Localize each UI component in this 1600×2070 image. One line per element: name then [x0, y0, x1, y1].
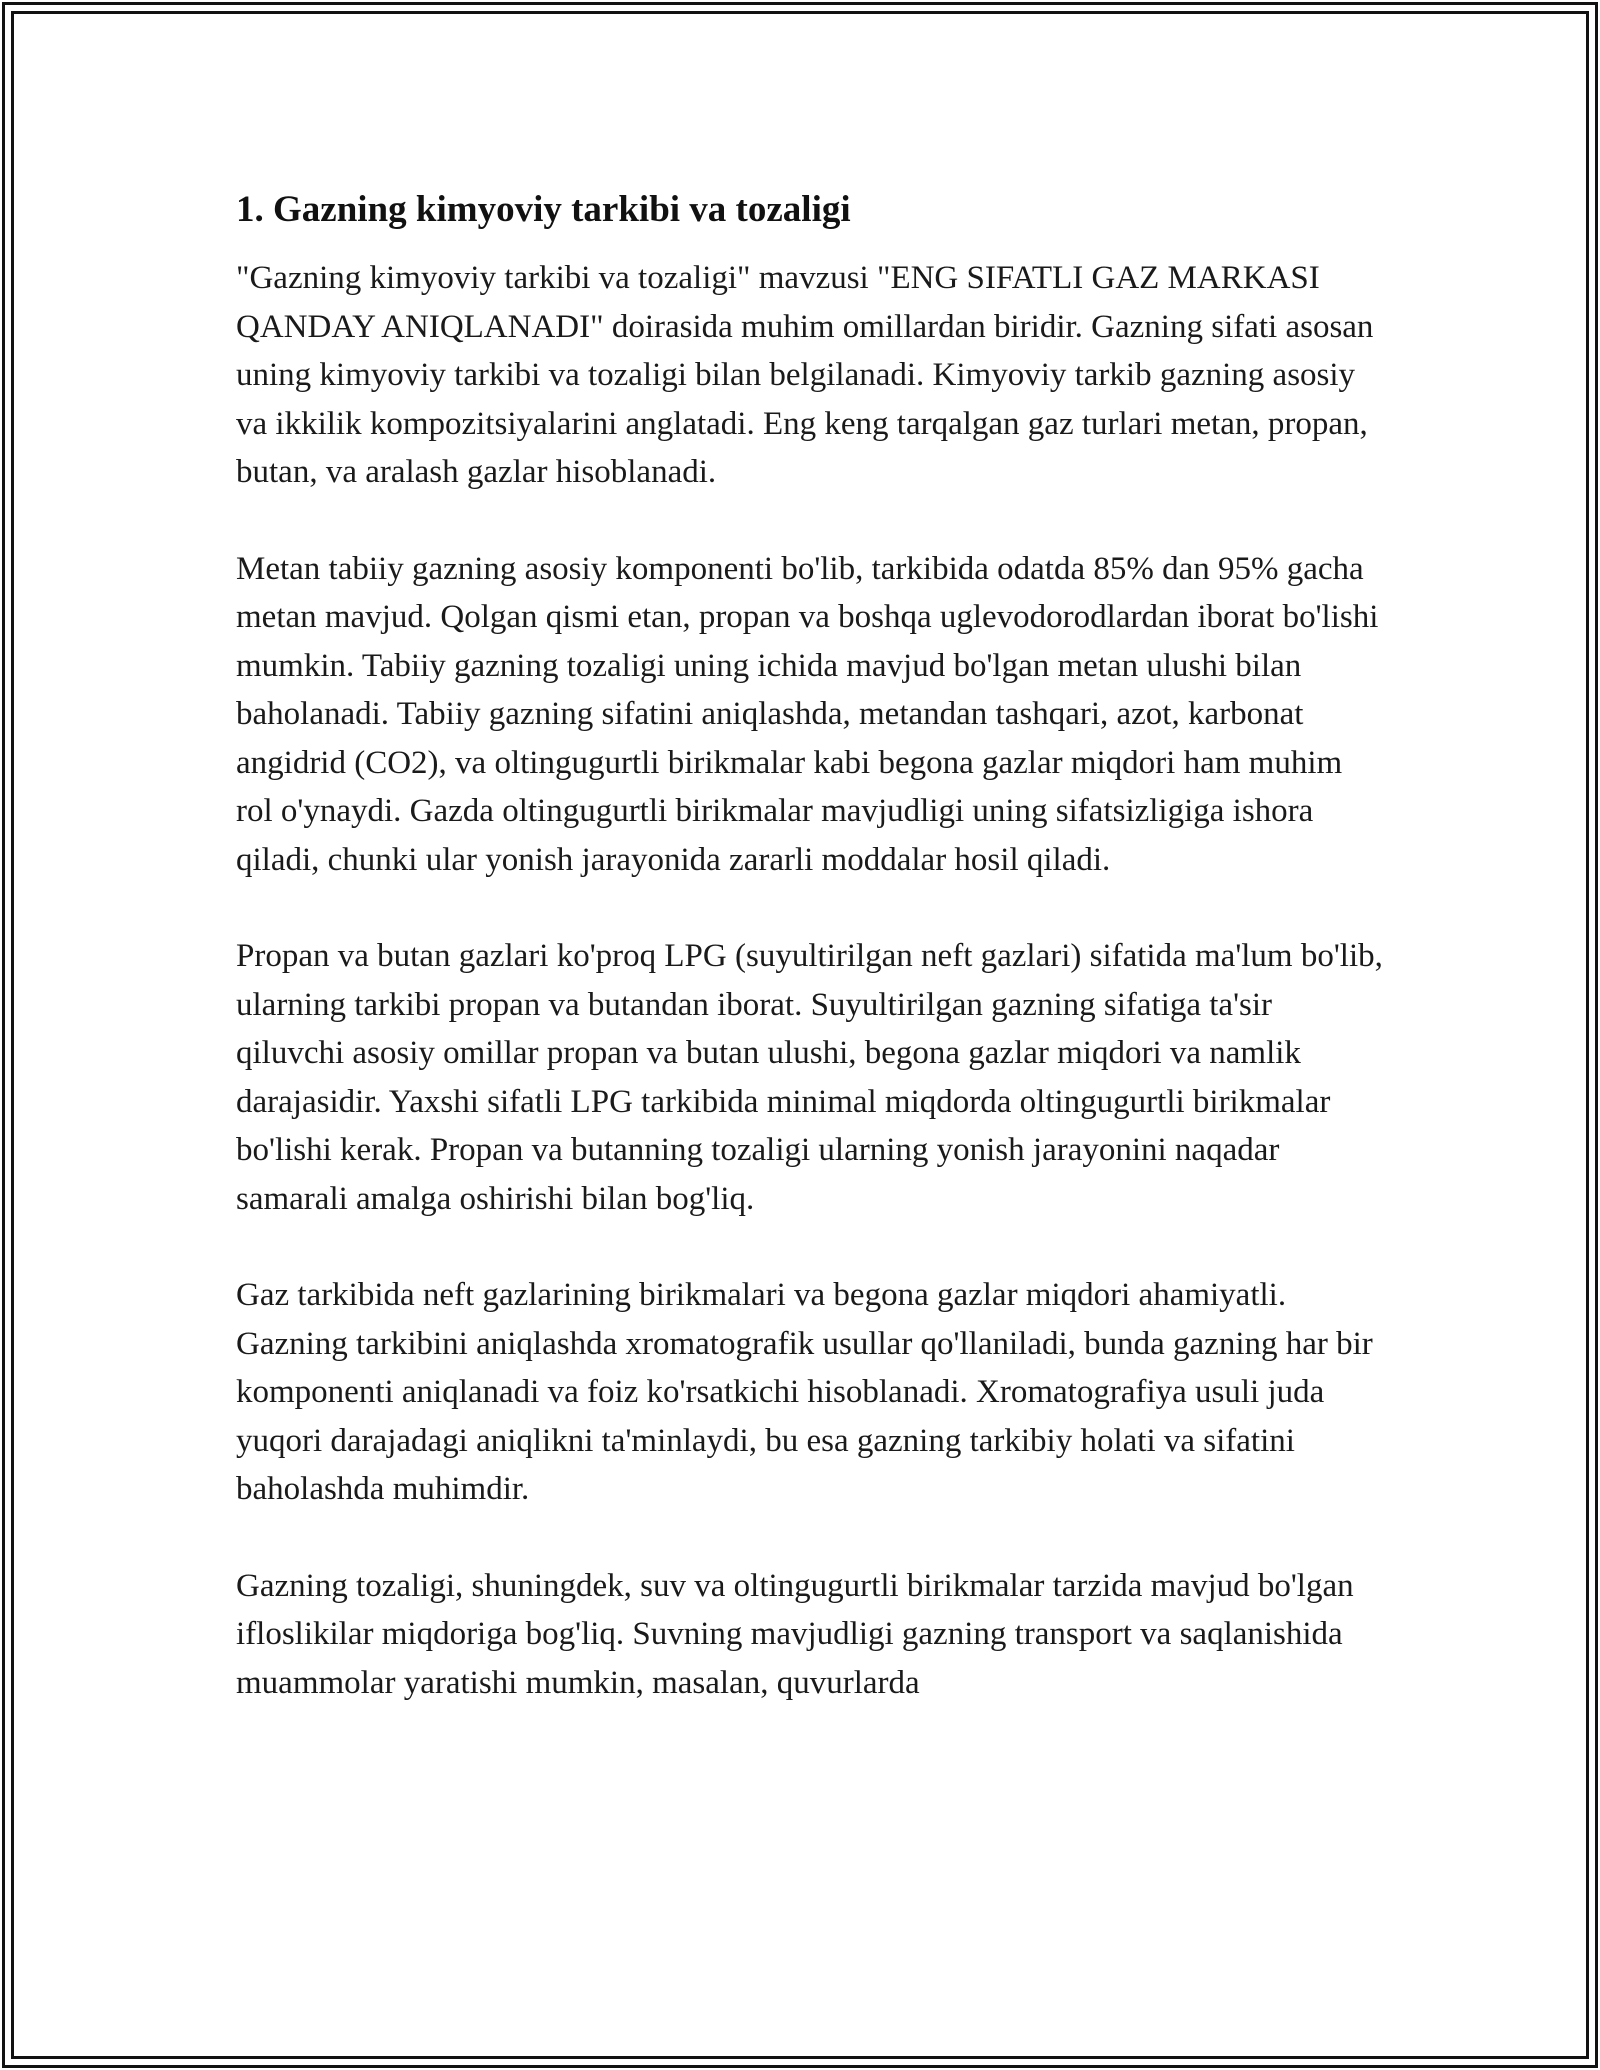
- paragraph-purity: Gazning tozaligi, shuningdek, suv va oltingugurtli birikmalar tarzida mavjud bo'lgan ifloslikilar miqdoriga bog'liq. Suvning mavjudligi gazning transport va saqlanishida muammolar yaratishi mumkin, masalan, quvurlarda: [236, 1567, 1354, 1701]
- paragraph-methane: Metan tabiiy gazning asosiy komponenti bo'lib, tarkibida odatda 85% dan 95% gacha metan mavjud. Qolgan qismi etan, propan va boshqa uglevodorodlardan iborat bo'lishi mumkin. Tabiiy gazning tozaligi uning ichida mavjud bo'lgan metan ulushi bilan baholanadi. Tabiiy gazning sifatini aniqlashda, metandan tashqari, azot, karbonat angidrid (CO2), va oltingugurtli birikmalar kabi begona gazlar miqdori ham muhim rol o'ynaydi. Gazda oltingugurtli birikmalar mavjudligi uning sifatsizligiga ishora qiladi, chunki ular yonish jarayonida zararli moddalar hosil qiladi.: [236, 550, 1379, 878]
- document-body: [236, 186, 1386, 1755]
- paragraph-intro: "Gazning kimyoviy tarkibi va tozaligi" mavzusi "ENG SIFATLI GAZ MARKASI QANDAY ANIQLANADI" doirasida muhim omillardan biridir. Gazning sifati asosan uning kimyoviy tarkibi va tozaligi bilan belgilanadi. Kimyoviy tarkib gazning asosiy va ikkilik kompozitsiyalarini anglatadi. Eng keng tarqalgan gaz turlari metan, propan, butan, va aralash gazlar hisoblanadi.: [236, 260, 1374, 491]
- paragraph-propane-butane: Propan va butan gazlari ko'proq LPG (suyultirilgan neft gazlari) sifatida ma'lum bo'lib, ularning tarkibi propan va butandan iborat. Suyultirilgan gazning sifatiga ta'sir qiluvchi asosiy omillar propan va butan ulushi, begona gazlar miqdori va namlik darajasidir. Yaxshi sifatli LPG tarkibida minimal miqdorda oltingugurtli birikmalar bo'lishi kerak. Propan va butanning tozaligi ularning yonish jarayonini naqadar samarali amalga oshirishi bilan bog'liq.: [236, 938, 1383, 1217]
- paragraph-chromatography: Gaz tarkibida neft gazlarining birikmalari va begona gazlar miqdori ahamiyatli. Gazning tarkibini aniqlashda xromatografik usullar qo'llaniladi, bunda gazning har bir komponenti aniqlanadi va foiz ko'rsatkichi hisoblanadi. Xromatografiya usuli juda yuqori darajadagi aniqlikni ta'minlaydi, bu esa gazning tarkibiy holati va sifatini baholashda muhimdir.: [236, 1277, 1373, 1508]
- section-heading: 1. Gazning kimyoviy tarkibi va tozaligi: [236, 189, 851, 230]
